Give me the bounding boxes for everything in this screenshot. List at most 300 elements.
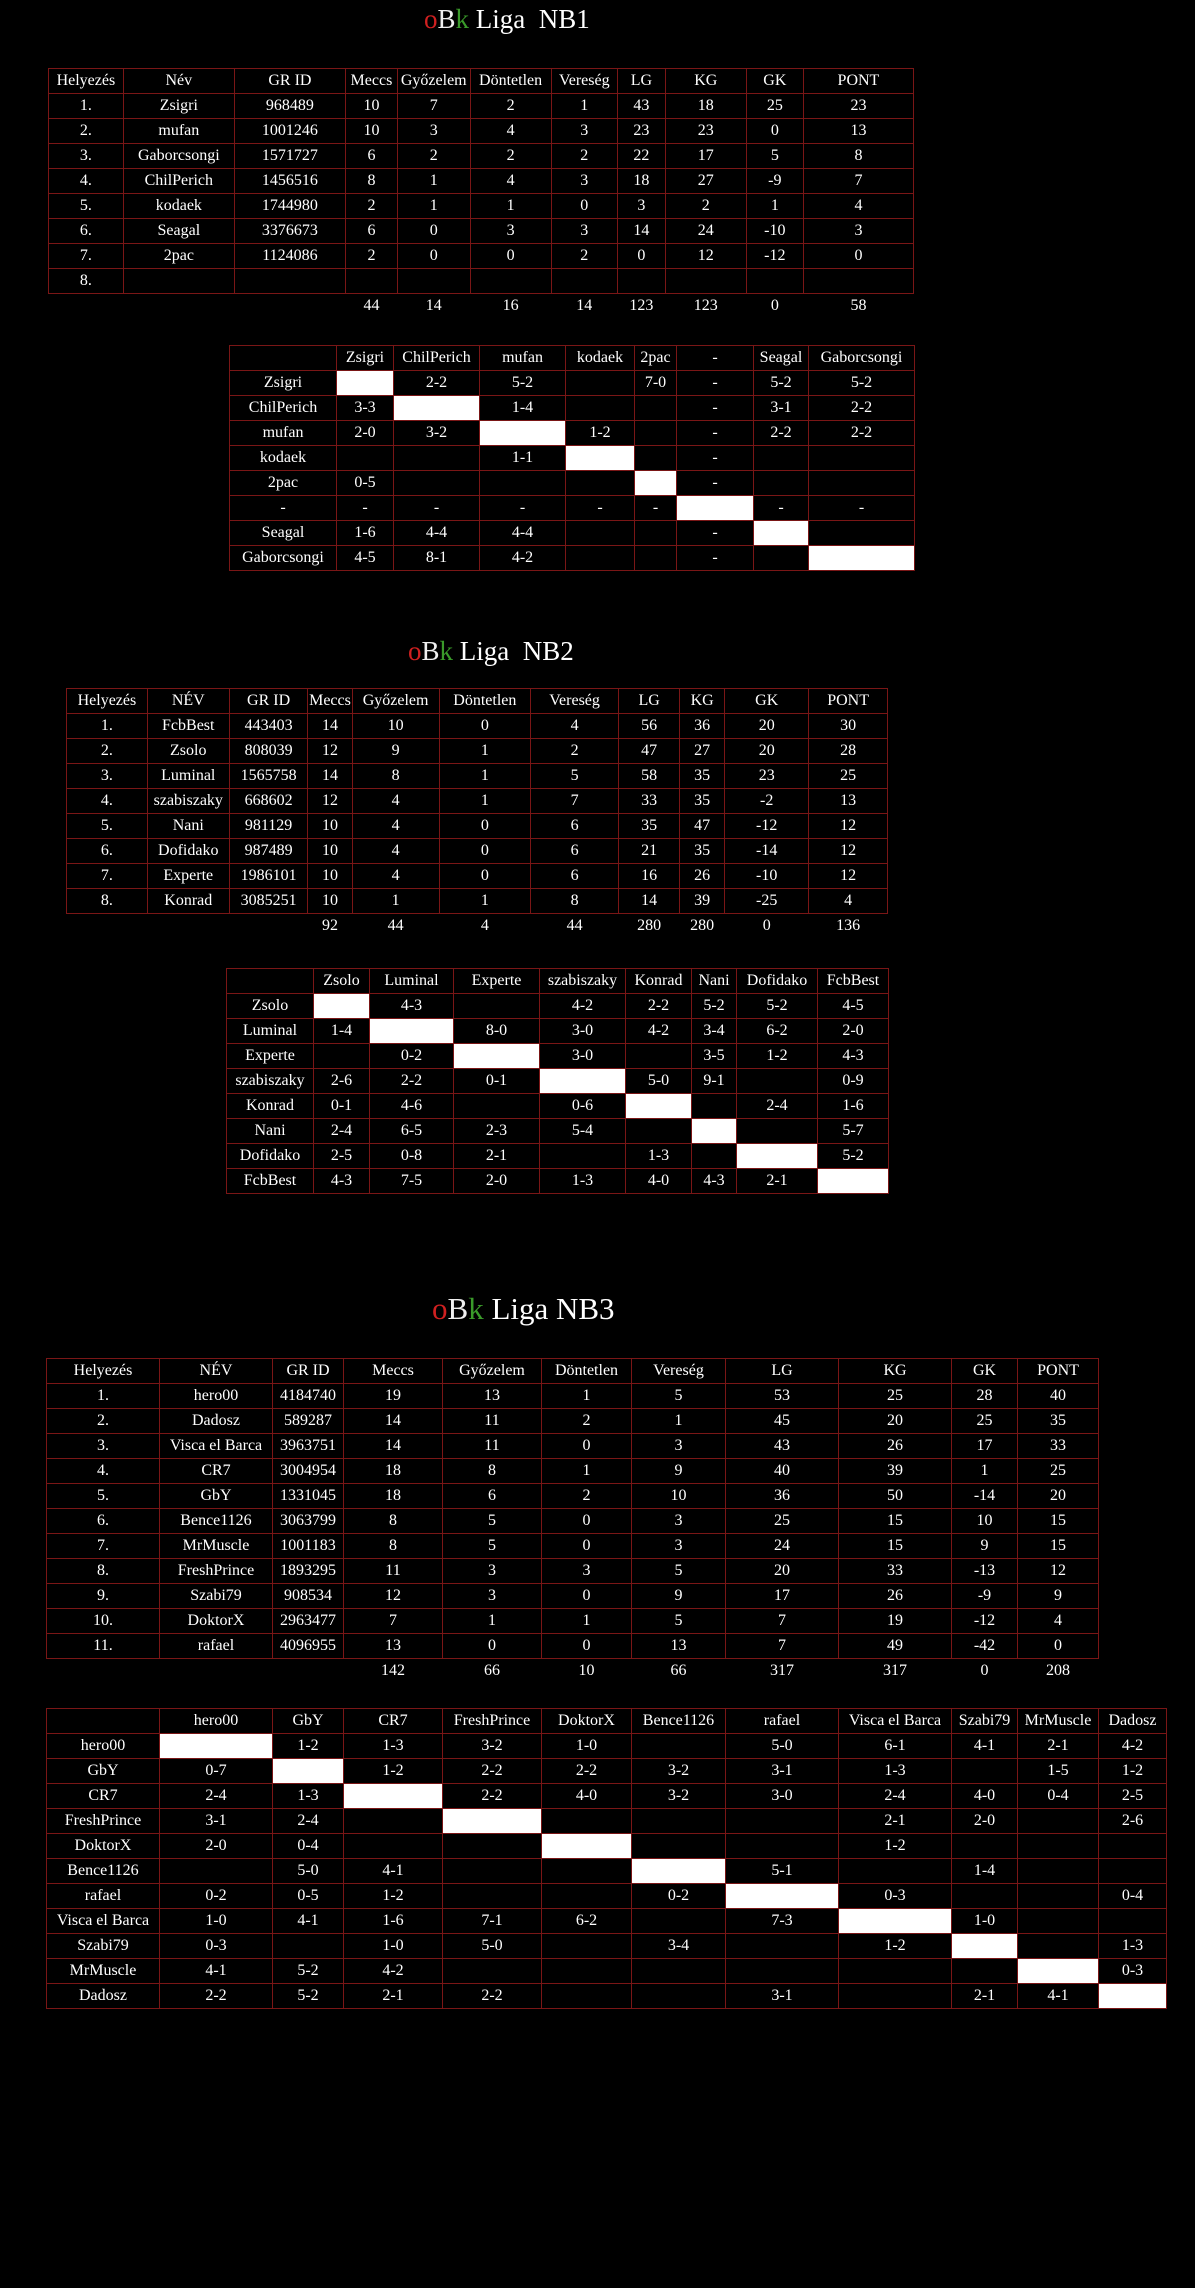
self-match-cell — [677, 496, 754, 521]
table-row — [67, 839, 888, 864]
result-cell: 3-1 — [754, 396, 809, 421]
table-cell: 0 — [397, 244, 470, 269]
table-cell: 15 — [1018, 1534, 1099, 1559]
table-cell: 5 — [443, 1509, 542, 1534]
result-cell: 4-3 — [818, 1044, 889, 1069]
table-cell: 44 — [387, 917, 404, 935]
table-cell: 280 — [690, 917, 715, 935]
table-cell: 1 — [439, 889, 530, 914]
table-cell: 5 — [443, 1534, 542, 1559]
result-cell: 5-0 — [443, 1934, 542, 1959]
table-cell — [665, 269, 746, 294]
result-cell: 1-2 — [839, 1834, 952, 1859]
result-cell: 2-2 — [443, 1984, 542, 2009]
table-cell: 2 — [551, 144, 617, 169]
table-row — [230, 396, 915, 421]
table-cell: 33 — [619, 789, 680, 814]
result-cell: 4-5 — [818, 994, 889, 1019]
table-cell: Vereség — [530, 689, 618, 714]
result-cell — [632, 1834, 726, 1859]
table-cell: 2 — [665, 194, 746, 219]
table-cell: 4. — [67, 789, 148, 814]
result-cell — [952, 1759, 1018, 1784]
table-row — [230, 421, 915, 446]
result-cell: 0-4 — [1099, 1884, 1167, 1909]
result-cell: 3-4 — [692, 1019, 737, 1044]
table-cell: 5. — [49, 194, 124, 219]
result-cell — [443, 1959, 542, 1984]
table-row — [47, 1734, 1167, 1759]
result-cell: 1-2 — [1099, 1759, 1167, 1784]
table-cell: 13 — [344, 1634, 443, 1659]
result-cell: 1-3 — [344, 1734, 443, 1759]
result-cell — [344, 1834, 443, 1859]
self-match-cell — [394, 396, 480, 421]
result-cell — [337, 446, 394, 471]
result-cell — [635, 421, 677, 446]
result-cell: 1-3 — [626, 1144, 692, 1169]
table-cell: 0 — [439, 814, 530, 839]
result-cell: Experte — [454, 969, 540, 994]
table-cell: 2pac — [123, 244, 234, 269]
table-cell: 1 — [746, 194, 803, 219]
table-cell: 0 — [1018, 1634, 1099, 1659]
result-cell: Nani — [227, 1119, 314, 1144]
result-cell: 2-6 — [1099, 1809, 1167, 1834]
table-cell: 1 — [542, 1459, 632, 1484]
table-cell — [160, 1659, 273, 1684]
result-cell: 3-1 — [726, 1759, 839, 1784]
table-cell: 14 — [344, 1409, 443, 1434]
result-cell: Konrad — [626, 969, 692, 994]
table-row — [67, 789, 888, 814]
table-cell: 21 — [619, 839, 680, 864]
table-cell: 12 — [308, 789, 352, 814]
result-cell: - — [635, 496, 677, 521]
table-cell: 7 — [530, 789, 618, 814]
result-cell: mufan — [230, 421, 337, 446]
table-cell: 20 — [726, 1559, 839, 1584]
result-cell: - — [677, 546, 754, 571]
result-cell — [754, 471, 809, 496]
result-cell — [542, 1984, 632, 2009]
result-cell: Dofidako — [737, 969, 818, 994]
table-row — [47, 1409, 1099, 1434]
result-cell: 2-1 — [454, 1144, 540, 1169]
result-cell: 2-2 — [443, 1784, 542, 1809]
result-cell — [692, 1144, 737, 1169]
table-cell: 25 — [839, 1384, 952, 1409]
result-cell: - — [677, 371, 754, 396]
result-cell: 5-0 — [273, 1859, 344, 1884]
league-title-nb3: oBk Liga NB3 — [432, 1291, 615, 1326]
result-cell: Gaborcsongi — [809, 346, 915, 371]
result-cell: kodaek — [566, 346, 635, 371]
table-cell: 15 — [839, 1534, 952, 1559]
table-cell: Dofidako — [147, 839, 229, 864]
table-row — [227, 1069, 889, 1094]
table-cell: 3376673 — [234, 219, 345, 244]
table-cell: 0 — [443, 1634, 542, 1659]
table-cell: 20 — [1018, 1484, 1099, 1509]
table-cell: 4 — [480, 917, 489, 935]
table-row — [67, 714, 888, 739]
result-cell: 4-3 — [314, 1169, 370, 1194]
result-cell: 5-2 — [480, 371, 566, 396]
table-cell: 0 — [770, 297, 779, 315]
table-cell: 23 — [618, 119, 666, 144]
table-cell: 5 — [746, 144, 803, 169]
result-cell — [1099, 1834, 1167, 1859]
table-cell: 11. — [47, 1634, 160, 1659]
table-cell: 908534 — [273, 1584, 344, 1609]
table-cell — [234, 294, 345, 319]
result-cell: 1-6 — [337, 521, 394, 546]
result-cell — [443, 1859, 542, 1884]
table-cell: 10 — [632, 1484, 726, 1509]
table-cell: 2 — [542, 1484, 632, 1509]
table-cell: 14 — [308, 714, 352, 739]
result-cell: 8-1 — [394, 546, 480, 571]
table-cell: Helyezés — [49, 69, 124, 94]
result-cell — [635, 396, 677, 421]
table-cell: 12 — [809, 839, 888, 864]
result-cell — [1018, 1909, 1099, 1934]
table-cell: 1. — [47, 1384, 160, 1409]
result-cell — [454, 1094, 540, 1119]
result-cell: Visca el Barca — [47, 1909, 160, 1934]
table-cell: 1 — [443, 1609, 542, 1634]
league-title-nb1: oBk Liga NB1 — [424, 4, 590, 34]
table-cell: 1 — [551, 94, 617, 119]
result-cell: 2-4 — [839, 1784, 952, 1809]
table-cell: 27 — [665, 169, 746, 194]
result-cell: Nani — [692, 969, 737, 994]
result-cell: 1-0 — [344, 1934, 443, 1959]
result-cell: 3-0 — [540, 1019, 626, 1044]
result-cell: 3-1 — [160, 1809, 273, 1834]
table-cell: 18 — [344, 1459, 443, 1484]
table-cell: 12 — [665, 244, 746, 269]
table-cell: 668602 — [229, 789, 308, 814]
table-cell: 280 — [637, 917, 662, 935]
table-cell: 0 — [803, 244, 913, 269]
table-cell: 66 — [670, 1662, 687, 1680]
table-cell: 3 — [551, 169, 617, 194]
result-cell: 2-4 — [737, 1094, 818, 1119]
result-cell — [632, 1909, 726, 1934]
table-cell: 7 — [726, 1634, 839, 1659]
table-cell: 10 — [308, 889, 352, 914]
result-cell: FcbBest — [227, 1169, 314, 1194]
result-cell: 7-3 — [726, 1909, 839, 1934]
result-cell: 9-1 — [692, 1069, 737, 1094]
table-cell: 4 — [470, 169, 551, 194]
result-cell: FreshPrince — [443, 1709, 542, 1734]
result-cell — [314, 1044, 370, 1069]
result-cell — [839, 1959, 952, 1984]
result-cell: 3-3 — [337, 396, 394, 421]
table-cell: 2. — [49, 119, 124, 144]
table-cell: 3 — [632, 1434, 726, 1459]
table-cell: 15 — [1018, 1509, 1099, 1534]
result-cell: 1-2 — [273, 1734, 344, 1759]
table-cell: GR ID — [229, 689, 308, 714]
table-cell: 443403 — [229, 714, 308, 739]
table-cell: 2 — [397, 144, 470, 169]
table-cell: 8. — [49, 269, 124, 294]
table-cell: 53 — [726, 1384, 839, 1409]
table-cell: 8 — [352, 764, 439, 789]
table-row — [47, 1934, 1167, 1959]
result-cell: 1-4 — [314, 1019, 370, 1044]
result-cell: 5-2 — [809, 371, 915, 396]
table-row — [49, 269, 914, 294]
table-cell: DoktorX — [160, 1609, 273, 1634]
table-row — [47, 1834, 1167, 1859]
table-cell: 6. — [47, 1509, 160, 1534]
result-cell: 0-3 — [160, 1934, 273, 1959]
table-cell: 19 — [344, 1384, 443, 1409]
table-cell: 25 — [952, 1409, 1018, 1434]
result-cell: GbY — [47, 1759, 160, 1784]
result-cell: Bence1126 — [632, 1709, 726, 1734]
table-cell: 5 — [632, 1609, 726, 1634]
result-cell: 0-2 — [632, 1884, 726, 1909]
table-cell: 24 — [726, 1534, 839, 1559]
self-match-cell — [542, 1834, 632, 1859]
result-cell — [754, 546, 809, 571]
table-cell: 22 — [618, 144, 666, 169]
table-cell: 35 — [680, 839, 725, 864]
table-cell: 35 — [619, 814, 680, 839]
result-cell: Zsolo — [227, 994, 314, 1019]
result-cell: 1-2 — [344, 1884, 443, 1909]
result-cell: Zsigri — [337, 346, 394, 371]
table-cell: 3 — [542, 1559, 632, 1584]
result-cell: 1-3 — [273, 1784, 344, 1809]
result-cell: 2-0 — [160, 1834, 273, 1859]
table-cell: Luminal — [147, 764, 229, 789]
table-cell — [273, 1659, 344, 1684]
result-cell: 1-2 — [566, 421, 635, 446]
result-cell — [626, 1119, 692, 1144]
table-row — [67, 889, 888, 914]
result-cell — [443, 1884, 542, 1909]
table-cell: 3085251 — [229, 889, 308, 914]
table-cell: 1893295 — [273, 1559, 344, 1584]
table-cell: Döntetlen — [439, 689, 530, 714]
result-cell: 2-2 — [626, 994, 692, 1019]
self-match-cell — [540, 1069, 626, 1094]
table-cell: 6 — [443, 1484, 542, 1509]
table-row — [47, 1434, 1099, 1459]
self-match-cell — [314, 994, 370, 1019]
result-cell: 4-4 — [480, 521, 566, 546]
result-cell: Dofidako — [227, 1144, 314, 1169]
table-cell: 4 — [530, 714, 618, 739]
table-cell: CR7 — [160, 1459, 273, 1484]
table-header-row — [227, 969, 889, 994]
table-cell: Győzelem — [443, 1359, 542, 1384]
result-cell — [394, 446, 480, 471]
result-cell: 0-3 — [1099, 1959, 1167, 1984]
table-cell: 2 — [470, 144, 551, 169]
table-cell: 33 — [1018, 1434, 1099, 1459]
table-cell: 1001246 — [234, 119, 345, 144]
table-cell: KG — [665, 69, 746, 94]
self-match-cell — [1099, 1984, 1167, 2009]
result-cell: 3-2 — [394, 421, 480, 446]
table-cell: 12 — [308, 739, 352, 764]
table-cell: 92 — [321, 917, 338, 935]
self-match-cell — [692, 1119, 737, 1144]
result-cell: mufan — [480, 346, 566, 371]
table-cell: 24 — [665, 219, 746, 244]
table-cell: 1 — [542, 1609, 632, 1634]
result-cell: 2pac — [635, 346, 677, 371]
result-cell — [635, 521, 677, 546]
table-cell — [123, 294, 234, 319]
self-match-cell — [344, 1784, 443, 1809]
table-cell: GK — [952, 1359, 1018, 1384]
table-cell: 5 — [632, 1384, 726, 1409]
table-cell: 1 — [439, 789, 530, 814]
result-cell: - — [677, 446, 754, 471]
table-row — [47, 1884, 1167, 1909]
result-cell: 5-1 — [726, 1859, 839, 1884]
table-cell — [229, 914, 308, 939]
table-cell: 0 — [439, 839, 530, 864]
table-cell: Bence1126 — [160, 1509, 273, 1534]
result-cell: 4-3 — [692, 1169, 737, 1194]
result-cell: 4-1 — [952, 1734, 1018, 1759]
table-row — [67, 764, 888, 789]
table-cell: 10. — [47, 1609, 160, 1634]
table-cell — [618, 269, 666, 294]
table-cell: GR ID — [273, 1359, 344, 1384]
table-cell: 3004954 — [273, 1459, 344, 1484]
result-cell — [632, 1959, 726, 1984]
result-cell — [160, 1859, 273, 1884]
result-cell: ChilPerich — [230, 396, 337, 421]
result-cell: Luminal — [370, 969, 454, 994]
result-cell — [1018, 1809, 1099, 1834]
table-cell — [123, 269, 234, 294]
result-cell: 7-0 — [635, 371, 677, 396]
result-cell — [809, 446, 915, 471]
table-cell: 16 — [619, 864, 680, 889]
result-cell: - — [337, 496, 394, 521]
result-cell: 2-4 — [160, 1784, 273, 1809]
result-cell — [809, 471, 915, 496]
table-cell: Dadosz — [160, 1409, 273, 1434]
result-cell: FreshPrince — [47, 1809, 160, 1834]
table-cell: 44 — [566, 917, 583, 935]
result-cell: 2-5 — [1099, 1784, 1167, 1809]
table-cell: Visca el Barca — [160, 1434, 273, 1459]
table-row — [227, 1044, 889, 1069]
table-cell: -9 — [952, 1584, 1018, 1609]
table-cell: 1331045 — [273, 1484, 344, 1509]
table-cell: 14 — [308, 764, 352, 789]
result-cell: - — [480, 496, 566, 521]
result-cell: - — [754, 496, 809, 521]
result-cell: 1-2 — [737, 1044, 818, 1069]
result-cell — [737, 1119, 818, 1144]
table-header-row — [47, 1709, 1167, 1734]
result-cell — [230, 346, 337, 371]
result-cell: 1-0 — [952, 1909, 1018, 1934]
table-cell — [345, 269, 397, 294]
table-cell: 9 — [632, 1584, 726, 1609]
table-cell: 7. — [47, 1534, 160, 1559]
table-cell: 28 — [952, 1384, 1018, 1409]
table-cell: 10 — [952, 1509, 1018, 1534]
result-cell — [1018, 1859, 1099, 1884]
table-row — [47, 1859, 1167, 1884]
table-cell: 3 — [443, 1584, 542, 1609]
result-cell: 2-2 — [809, 396, 915, 421]
table-cell: LG — [618, 69, 666, 94]
table-row — [47, 1959, 1167, 1984]
result-cell: 2-0 — [337, 421, 394, 446]
table-cell: 45 — [726, 1409, 839, 1434]
table-cell: 30 — [809, 714, 888, 739]
result-cell — [394, 471, 480, 496]
result-cell: 5-2 — [692, 994, 737, 1019]
result-cell: 2-2 — [394, 371, 480, 396]
table-cell: 25 — [1018, 1459, 1099, 1484]
table-row — [47, 1759, 1167, 1784]
table-cell: 7. — [67, 864, 148, 889]
table-cell: Zsolo — [147, 739, 229, 764]
self-match-cell — [443, 1809, 542, 1834]
result-cell — [952, 1834, 1018, 1859]
table-cell: 6. — [67, 839, 148, 864]
result-cell: - — [677, 396, 754, 421]
result-cell — [566, 546, 635, 571]
table-row — [47, 1584, 1099, 1609]
table-cell: Helyezés — [47, 1359, 160, 1384]
table-cell: 9 — [632, 1459, 726, 1484]
result-cell — [480, 471, 566, 496]
result-cell: 4-1 — [160, 1959, 273, 1984]
result-cell — [632, 1984, 726, 2009]
result-cell — [726, 1809, 839, 1834]
table-cell: 43 — [618, 94, 666, 119]
table-cell: 12 — [809, 864, 888, 889]
result-cell — [737, 1069, 818, 1094]
result-cell: 5-4 — [540, 1119, 626, 1144]
table-row — [47, 1559, 1099, 1584]
table-cell: -14 — [725, 839, 809, 864]
table-cell: 18 — [665, 94, 746, 119]
standings-table-nb3 — [46, 1358, 1099, 1684]
result-cell: 3-1 — [726, 1984, 839, 2009]
table-cell: 13 — [809, 789, 888, 814]
result-cell: rafael — [726, 1709, 839, 1734]
result-cell: 0-1 — [454, 1069, 540, 1094]
result-cell — [632, 1809, 726, 1834]
result-cell: 2-2 — [370, 1069, 454, 1094]
table-cell: 4 — [470, 119, 551, 144]
table-cell: -13 — [952, 1559, 1018, 1584]
result-cell: Seagal — [230, 521, 337, 546]
result-cell: 1-0 — [160, 1909, 273, 1934]
result-cell: 2-1 — [952, 1984, 1018, 2009]
result-cell: 4-2 — [540, 994, 626, 1019]
